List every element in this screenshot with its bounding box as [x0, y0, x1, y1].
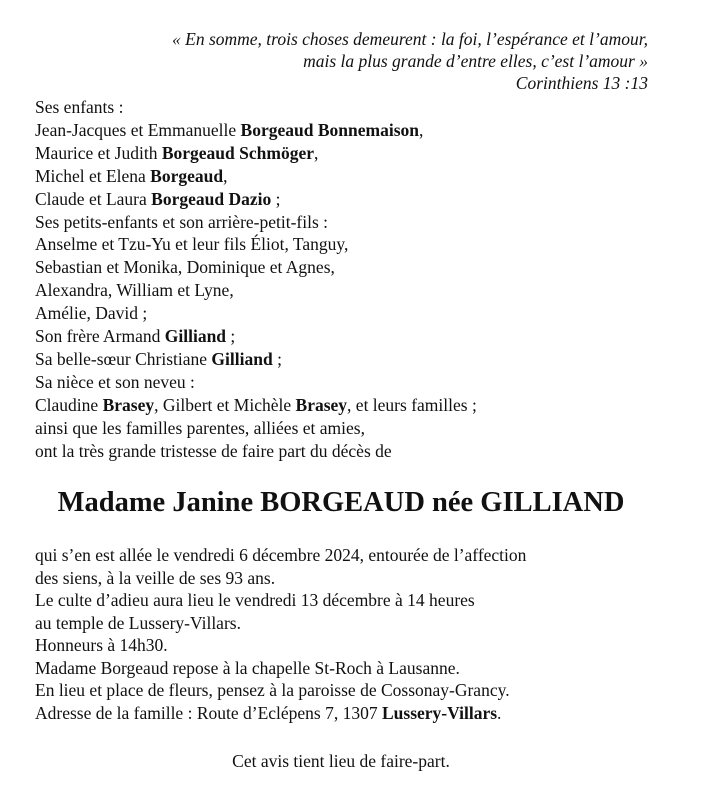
details-line-1: qui s’en est allée le vendredi 6 décembre 2024, entourée de l’affection: [35, 545, 527, 565]
address-locality: Lussery-Villars: [381, 702, 498, 723]
family-address-line: [35, 702, 526, 725]
details-line-2: des siens, à la veille de ses 93 ans.: [35, 567, 276, 588]
child-3-punct: ,: [223, 165, 228, 186]
grandchildren-line-1: Anselme et Tzu-Yu et leur fils Éliot, Tanguy,: [35, 234, 349, 255]
child-2-punct: ,: [314, 142, 319, 163]
details-line-4: au temple de Lussery-Villars.: [35, 612, 241, 633]
child-2-surname: Borgeaud Schmöger: [161, 142, 314, 163]
niece-nephew-label: Sa nièce et son neveu :: [35, 371, 195, 392]
child-line-4: [35, 188, 477, 211]
child-4-surname: Borgeaud Dazio: [151, 188, 272, 209]
brother-prefix: Son frère Armand: [35, 326, 165, 347]
grandchildren-label: Ses petits-enfants et son arrière-petit-fils :: [35, 211, 329, 232]
announcement-line: ont la très grande tristesse de faire part du décès de: [35, 440, 392, 461]
brother-surname: Gilliand: [164, 326, 227, 347]
child-1-surname: Borgeaud Bonnemaison: [240, 119, 419, 140]
child-line-2: [35, 142, 477, 165]
address-suffix: .: [497, 702, 502, 723]
nephew-surname: Brasey: [295, 394, 348, 415]
child-1-names: Jean-Jacques et Emmanuelle: [35, 119, 241, 140]
brother-punct: ;: [226, 326, 236, 347]
quote-line-2: mais la plus grande d’entre elles, c’est l’amour »: [303, 51, 648, 71]
details-line-3: Le culte d’adieu aura lieu le vendredi 13 décembre à 14 heures: [35, 590, 475, 610]
child-4-punct: ;: [271, 188, 281, 209]
niece-prefix: Claudine: [35, 394, 103, 415]
niece-surname: Brasey: [102, 394, 155, 415]
grandchildren-line-4: Amélie, David ;: [35, 303, 148, 324]
family-list: [35, 96, 477, 463]
grandchildren-line-2: Sebastian et Monika, Dominique et Agnes,: [35, 257, 335, 278]
relatives-line: ainsi que les familles parentes, alliées et amies,: [35, 417, 365, 438]
details-line-6: Madame Borgeaud repose à la chapelle St-Roch à Lausanne.: [35, 657, 460, 678]
child-3-surname: Borgeaud: [150, 165, 224, 186]
brother-line: [35, 325, 477, 348]
funeral-details: [35, 544, 526, 724]
niece-nephew-suffix: , et leurs familles ;: [347, 394, 477, 415]
quote-reference: Corinthiens 13 :13: [515, 73, 648, 93]
nephew-prefix: , Gilbert et Michèle: [154, 394, 296, 415]
child-3-names: Michel et Elena: [35, 165, 151, 186]
sister-in-law-surname: Gilliand: [211, 348, 273, 369]
child-line-1: [35, 119, 477, 142]
grandchildren-line-3: Alexandra, William et Lyne,: [35, 280, 234, 301]
sister-in-law-punct: ;: [272, 348, 282, 369]
child-line-3: [35, 165, 477, 188]
footer-note: Cet avis tient lieu de faire-part.: [232, 751, 450, 771]
child-4-names: Claude et Laura: [35, 188, 152, 209]
sister-in-law-prefix: Sa belle-sœur Christiane: [35, 348, 212, 369]
details-line-5: Honneurs à 14h30.: [35, 635, 168, 655]
niece-nephew-line: [35, 394, 477, 417]
child-2-names: Maurice et Judith: [35, 142, 162, 163]
epigraph-quote: [172, 28, 648, 94]
deceased-name-heading: Madame Janine BORGEAUD née GILLIAND: [57, 487, 625, 518]
address-prefix: Adresse de la famille : Route d’Eclépens 7, 1307: [35, 702, 382, 723]
sister-in-law-line: [35, 348, 477, 371]
details-line-7: En lieu et place de fleurs, pensez à la paroisse de Cossonay-Grancy.: [35, 680, 510, 700]
quote-line-1: « En somme, trois choses demeurent : la foi, l’espérance et l’amour,: [172, 29, 648, 49]
child-1-punct: ,: [418, 119, 424, 140]
children-label: Ses enfants :: [35, 97, 124, 117]
